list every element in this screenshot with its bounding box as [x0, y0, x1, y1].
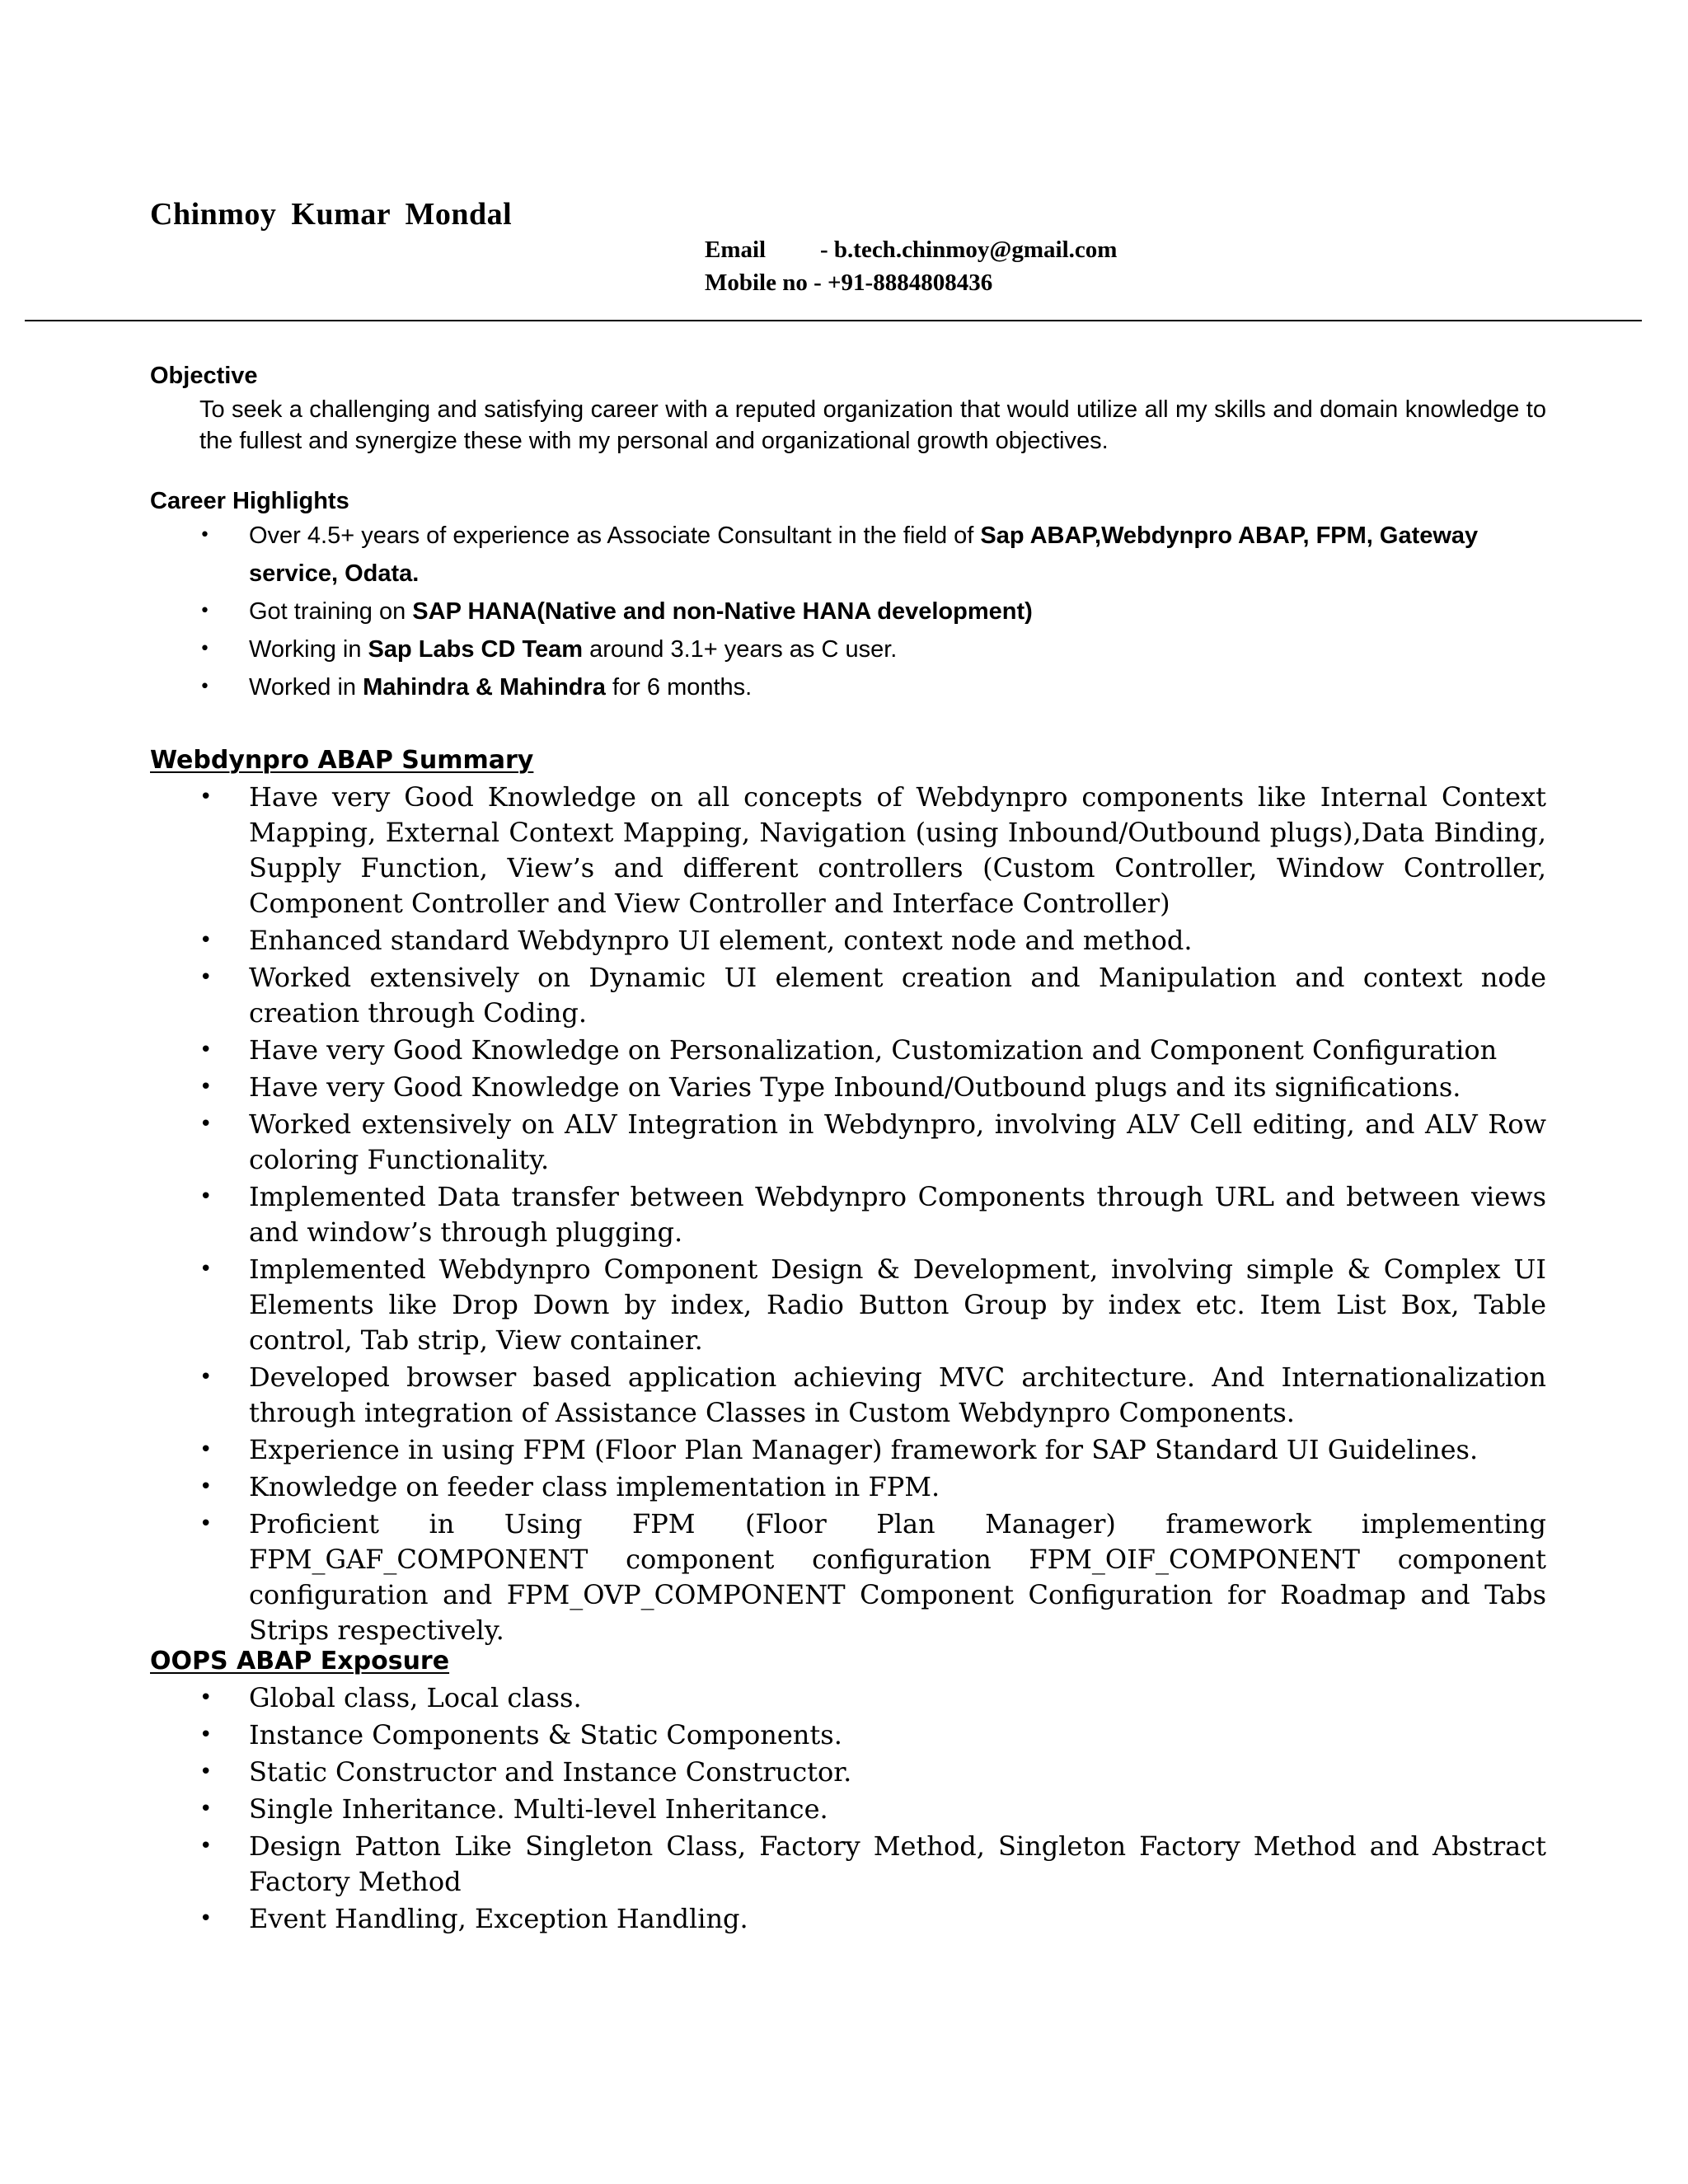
career-item-bold: Sap Labs CD Team: [368, 636, 584, 663]
webdynpro-item: [150, 1360, 1546, 1431]
objective-heading: Objective: [150, 363, 258, 389]
oops-item-text: Design Patton Like Singleton Class, Factory Method, Singleton Factory Method and Abstract Factory Method: [249, 1830, 1546, 1897]
bullet-icon: •: [199, 1474, 213, 1499]
career-item-bold: SAP HANA(Native and non-Native HANA development): [412, 598, 1033, 625]
bullet-icon: •: [199, 639, 210, 659]
bullet-icon: •: [199, 1038, 213, 1062]
candidate-name: Chinmoy Kumar Mondal: [150, 197, 513, 232]
career-item-text: Worked in: [249, 674, 363, 701]
webdynpro-item-text: Worked extensively on Dynamic UI element creation and Manipulation and context node creation through Coding.: [249, 962, 1546, 1029]
bullet-icon: •: [199, 677, 210, 697]
bullet-icon: •: [199, 1437, 213, 1462]
oops-item: [150, 1901, 1546, 1937]
bullet-icon: •: [199, 1834, 213, 1858]
webdynpro-item: [150, 780, 1546, 921]
oops-list: [150, 1680, 1546, 1938]
webdynpro-item: [150, 923, 1546, 958]
webdynpro-item: [150, 960, 1546, 1031]
bullet-icon: •: [199, 1511, 213, 1536]
webdynpro-item-text: Developed browser based application achieving MVC architecture. And Internationalization through integration of Assistance Classes in Custom Webdynpro Components.: [249, 1361, 1546, 1428]
career-highlights-list: [150, 517, 1546, 706]
bullet-icon: •: [199, 1685, 213, 1710]
webdynpro-item-text: Have very Good Knowledge on all concepts of Webdynpro components like Internal Context Mapping, External Context Mapping, Navigation (using Inbound/Outbound plugs),Data Binding, Supply Function, View’s and different controllers (Custom Controller, Window Controller, Component Controller and View Controller and Interface Controller): [249, 781, 1546, 919]
career-item-text: for 6 months.: [605, 674, 753, 701]
bullet-icon: •: [199, 1365, 213, 1390]
bullet-icon: •: [199, 1906, 213, 1931]
oops-item: [150, 1792, 1546, 1827]
email-value: - b.tech.chinmoy@gmail.com: [820, 237, 1118, 263]
webdynpro-item: [150, 1107, 1546, 1178]
email-label: Email: [705, 237, 767, 263]
bullet-icon: •: [199, 1797, 213, 1821]
career-item-text: Working in: [249, 636, 368, 663]
oops-item-text: Instance Components & Static Components.: [249, 1719, 842, 1750]
oops-item: [150, 1680, 1546, 1716]
oops-heading: OOPS ABAP Exposure: [150, 1647, 450, 1675]
webdynpro-heading: Webdynpro ABAP Summary: [150, 746, 534, 775]
oops-item-text: Single Inheritance. Multi-level Inheritance.: [249, 1793, 828, 1825]
career-item: [150, 630, 1546, 668]
oops-item-text: Event Handling, Exception Handling.: [249, 1903, 748, 1934]
webdynpro-item-text: Implemented Data transfer between Webdynpro Components through URL and between views and window’s through plugging.: [249, 1181, 1546, 1248]
webdynpro-item-text: Worked extensively on ALV Integration in Webdynpro, involving ALV Cell editing, and ALV Row coloring Functionality.: [249, 1108, 1546, 1175]
webdynpro-item: [150, 1432, 1546, 1468]
webdynpro-item-text: Knowledge on feeder class implementation in FPM.: [249, 1471, 940, 1502]
oops-item: [150, 1829, 1546, 1900]
bullet-icon: •: [199, 928, 213, 953]
career-item: [150, 593, 1546, 630]
career-item-bold: Sap ABAP,Webdynpro ABAP, FPM, Gateway service, Odata.: [249, 523, 1479, 587]
webdynpro-item-text: Have very Good Knowledge on Personalization, Customization and Component Configuration: [249, 1034, 1498, 1066]
mobile-line: [705, 269, 992, 297]
webdynpro-item: [150, 1252, 1546, 1358]
webdynpro-item: [150, 1469, 1546, 1505]
bullet-icon: •: [199, 1257, 213, 1282]
webdynpro-item: [150, 1179, 1546, 1250]
oops-item-text: Static Constructor and Instance Constructor.: [249, 1756, 852, 1788]
header-divider: [25, 320, 1642, 321]
mobile-value: - +91-8884808436: [814, 269, 993, 296]
bullet-icon: •: [199, 601, 210, 621]
bullet-icon: •: [199, 525, 210, 546]
objective-text: To seek a challenging and satisfying career with a reputed organization that would utilize all my skills and domain knowledge to the fullest and synergize these with my personal and organizational growth objectives.: [199, 396, 1546, 454]
mobile-label: Mobile no: [705, 269, 808, 296]
oops-item: [150, 1755, 1546, 1790]
webdynpro-item-text: Proficient in Using FPM (Floor Plan Manager) framework implementing FPM_GAF_COMPONENT component configuration FPM_OIF_COMPONENT component configuration and FPM_OVP_COMPONENT Component Configuration for Roadmap and Tabs Strips respectively.: [249, 1508, 1546, 1646]
career-item: [150, 517, 1546, 593]
oops-item-text: Global class, Local class.: [249, 1682, 582, 1713]
webdynpro-item: [150, 1033, 1546, 1068]
career-item-text: around 3.1+ years as C user.: [583, 636, 898, 663]
webdynpro-item-text: Implemented Webdynpro Component Design & Development, involving simple & Complex UI Elements like Drop Down by index, Radio Button Group by index etc. Item List Box, Table control, Tab strip, View container.: [249, 1254, 1546, 1356]
webdynpro-item-text: Enhanced standard Webdynpro UI element, context node and method.: [249, 925, 1193, 956]
bullet-icon: •: [199, 785, 213, 809]
career-highlights-heading: Career Highlights: [150, 488, 349, 514]
bullet-icon: •: [199, 1184, 213, 1209]
bullet-icon: •: [199, 1112, 213, 1137]
webdynpro-item-text: Have very Good Knowledge on Varies Type Inbound/Outbound plugs and its significations.: [249, 1071, 1461, 1103]
webdynpro-item: [150, 1507, 1546, 1648]
bullet-icon: •: [199, 1760, 213, 1784]
webdynpro-item-text: Experience in using FPM (Floor Plan Manager) framework for SAP Standard UI Guidelines.: [249, 1434, 1479, 1465]
career-item-bold: Mahindra & Mahindra: [363, 674, 606, 701]
oops-item: [150, 1718, 1546, 1753]
career-item: [150, 668, 1546, 706]
career-item-text: Got training on: [249, 598, 413, 625]
bullet-icon: •: [199, 1075, 213, 1099]
career-item-text: Over 4.5+ years of experience as Associate Consultant in the field of: [249, 523, 981, 549]
bullet-icon: •: [199, 1722, 213, 1747]
email-line: [705, 237, 1117, 264]
webdynpro-list: [150, 780, 1546, 1650]
webdynpro-item: [150, 1070, 1546, 1105]
bullet-icon: •: [199, 965, 213, 990]
